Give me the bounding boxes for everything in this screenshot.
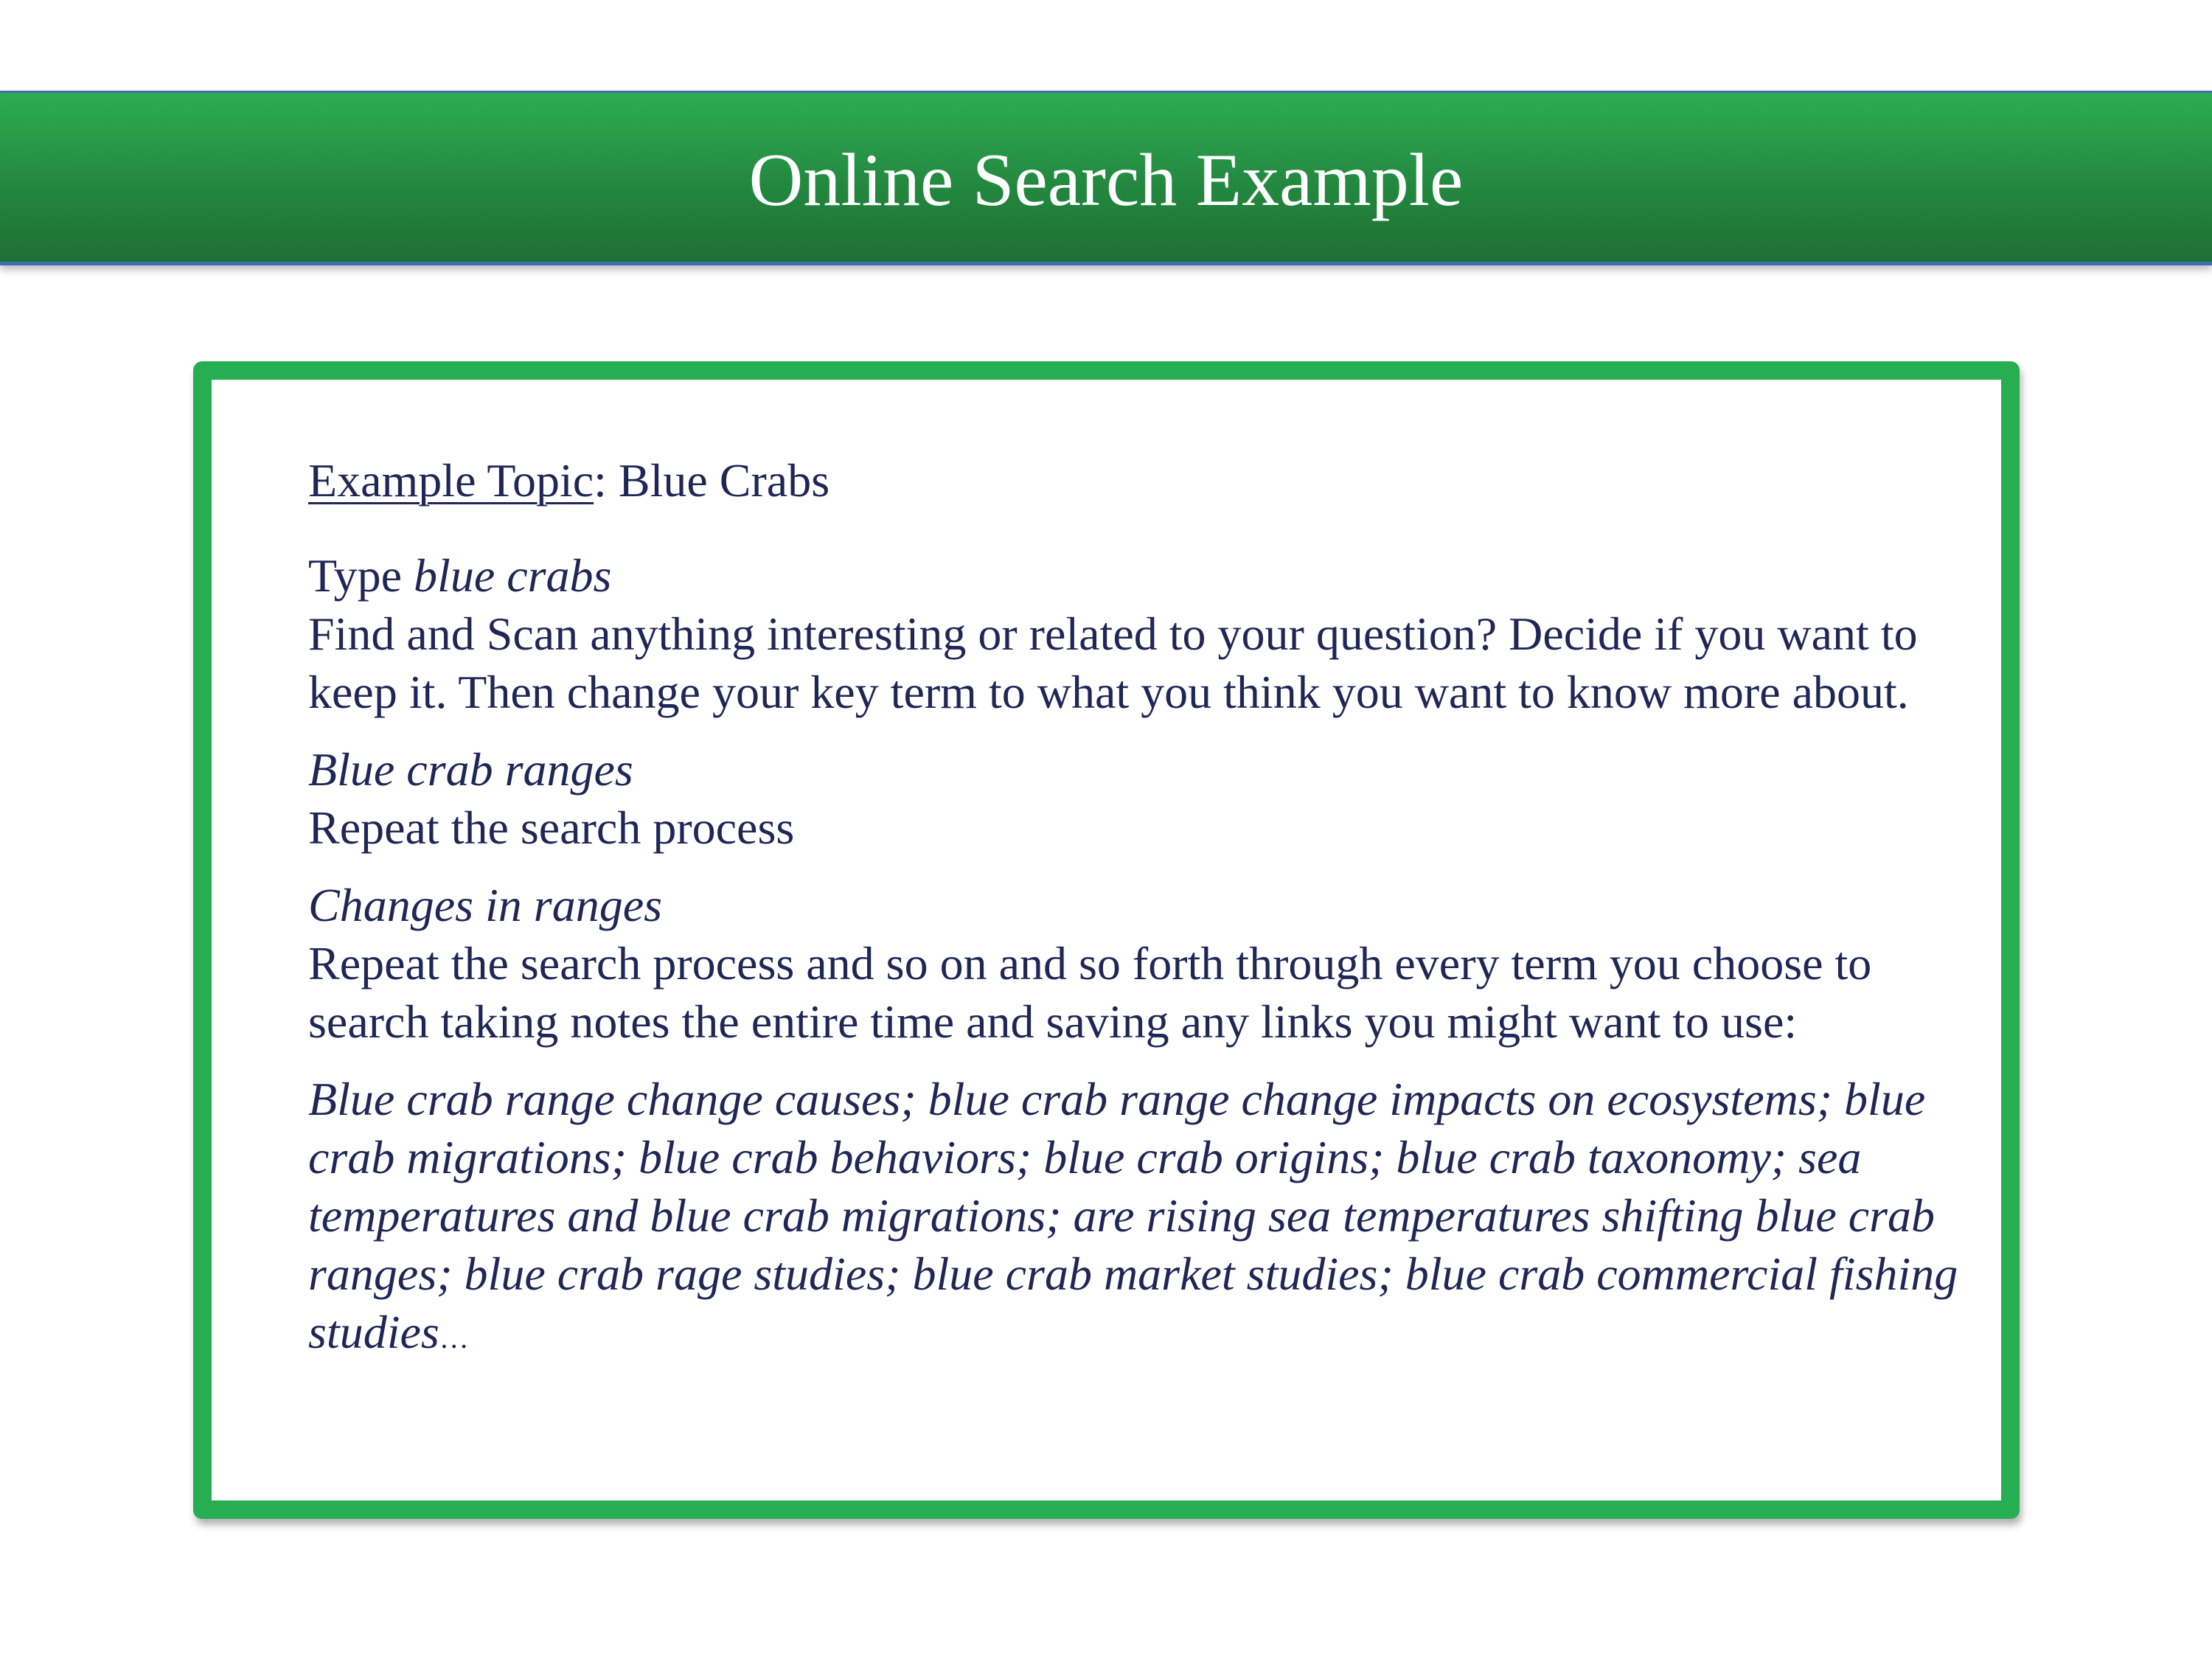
topic-value: Blue Crabs bbox=[618, 454, 830, 507]
topic-line bbox=[308, 451, 1960, 509]
instruction-3: Repeat the search process and so on and so forth through every term you choose to search taking notes the entire time and saving any links you might want to use: bbox=[308, 937, 1872, 1048]
content-text bbox=[308, 451, 1960, 1367]
search-term-3: Changes in ranges bbox=[308, 879, 662, 931]
type-prefix: Type bbox=[308, 549, 414, 602]
type-term: blue crabs bbox=[414, 549, 612, 602]
search-term-list bbox=[308, 1070, 1960, 1367]
term-list-ellipsis: … bbox=[439, 1321, 469, 1354]
title-banner bbox=[0, 91, 2212, 265]
type-line bbox=[308, 546, 1960, 605]
topic-separator: : bbox=[594, 454, 619, 507]
page-title: Online Search Example bbox=[748, 138, 1464, 222]
topic-label: Example Topic bbox=[308, 454, 594, 507]
instruction-2: Repeat the search process bbox=[308, 801, 795, 854]
term-list-text: Blue crab range change causes; blue crab range change impacts on ecosystems; blue crab migrations; blue crab behaviors; blue crab origins; blue crab taxonomy; sea temperatures and blue crab migrations; are rising sea temperatures shifting blue crab ranges; blue crab rage studies; blue crab market studies; blue crab commercial fishing studies bbox=[308, 1073, 1958, 1358]
search-term-2: Blue crab ranges bbox=[308, 743, 633, 796]
instruction-1: Find and Scan anything interesting or related to your question? Decide if you want to keep it. Then change your key term to what you think you want to know more about. bbox=[308, 608, 1918, 718]
